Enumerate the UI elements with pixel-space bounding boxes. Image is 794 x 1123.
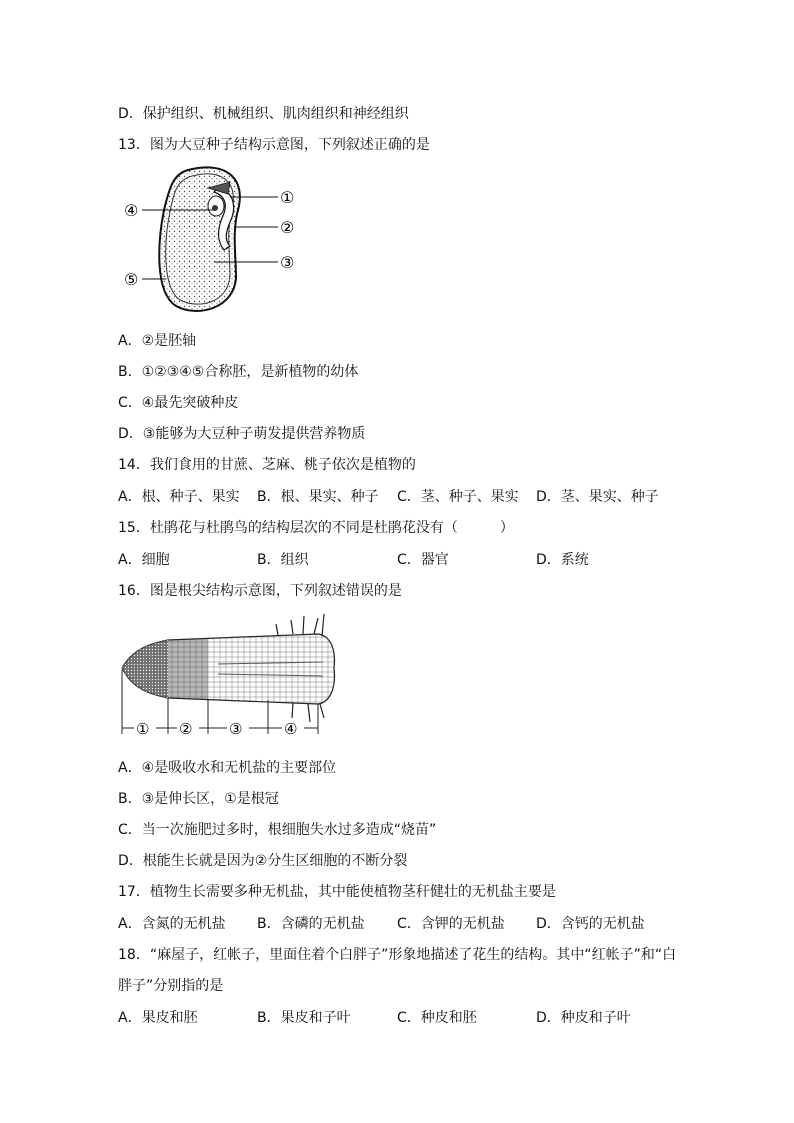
q16-stem: 16．图是根尖结构示意图，下列叙述错误的是 (118, 583, 402, 599)
q15-option-c: C．器官 (397, 552, 449, 568)
q17-option-d: D．含钙的无机盐 (536, 916, 645, 932)
root-label-2: ② (179, 720, 193, 738)
q13-option-c: C．④最先突破种皮 (118, 395, 239, 411)
q13-option-a: A．②是胚轴 (118, 333, 197, 349)
q15-stem: 15．杜鹃花与杜鹃鸟的结构层次的不同是杜鹃花没有（ ） (118, 520, 514, 536)
q16-option-b: B．③是伸长区，①是根冠 (118, 791, 279, 807)
q15-option-d: D．系统 (536, 552, 589, 568)
soybean-seed-diagram (118, 160, 308, 320)
q14-option-d: D．茎、果实、种子 (536, 489, 659, 505)
q13-option-b: B．①②③④⑤合称胚，是新植物的幼体 (118, 364, 359, 380)
q18-option-d: D．种皮和子叶 (536, 1010, 631, 1026)
q18-stem-line-1: 18．“麻屋子，红帐子，里面住着个白胖子”形象地描述了花生的结构。其中“红帐子”和“白 (118, 947, 677, 963)
q17-option-a: A．含氮的无机盐 (118, 916, 226, 932)
root-tip-diagram (118, 612, 338, 740)
root-label-1: ① (136, 720, 150, 738)
q16-option-a: A．④是吸收水和无机盐的主要部位 (118, 760, 337, 776)
q18-option-a: A．果皮和胚 (118, 1010, 198, 1026)
seed-label-4: ④ (124, 201, 139, 220)
seed-label-3: ③ (280, 253, 295, 272)
q16-option-c: C．当一次施肥过多时，根细胞失水过多造成“烧苗” (118, 822, 437, 838)
q13-stem: 13．图为大豆种子结构示意图，下列叙述正确的是 (118, 137, 430, 153)
q17-stem: 17．植物生长需要多种无机盐，其中能使植物茎秆健壮的无机盐主要是 (118, 884, 556, 900)
q15-option-b: B．组织 (257, 552, 309, 568)
q17-option-c: C．含钾的无机盐 (397, 916, 505, 932)
q13-option-d: D．③能够为大豆种子萌发提供营养物质 (118, 426, 366, 442)
q15-option-a: A．细胞 (118, 552, 170, 568)
seed-label-1: ① (280, 188, 295, 207)
q18-option-c: C．种皮和胚 (397, 1010, 477, 1026)
root-label-3: ③ (229, 720, 243, 738)
root-label-4: ④ (284, 720, 298, 738)
seed-label-5: ⑤ (124, 270, 139, 289)
q14-stem: 14．我们食用的甘蔗、芝麻、桃子依次是植物的 (118, 457, 416, 473)
q17-option-b: B．含磷的无机盐 (257, 916, 365, 932)
q18-option-b: B．果皮和子叶 (257, 1010, 351, 1026)
seed-label-2: ② (280, 218, 295, 237)
q14-option-b: B．根、果实、种子 (257, 489, 379, 505)
q18-stem-line-2: 胖子”分别指的是 (118, 978, 224, 994)
q14-option-a: A．根、种子、果实 (118, 489, 240, 505)
q12-option-d: D．保护组织、机械组织、肌肉组织和神经组织 (118, 106, 409, 122)
q16-option-d: D．根能生长就是因为②分生区细胞的不断分裂 (118, 853, 408, 869)
q14-option-c: C．茎、种子、果实 (397, 489, 519, 505)
